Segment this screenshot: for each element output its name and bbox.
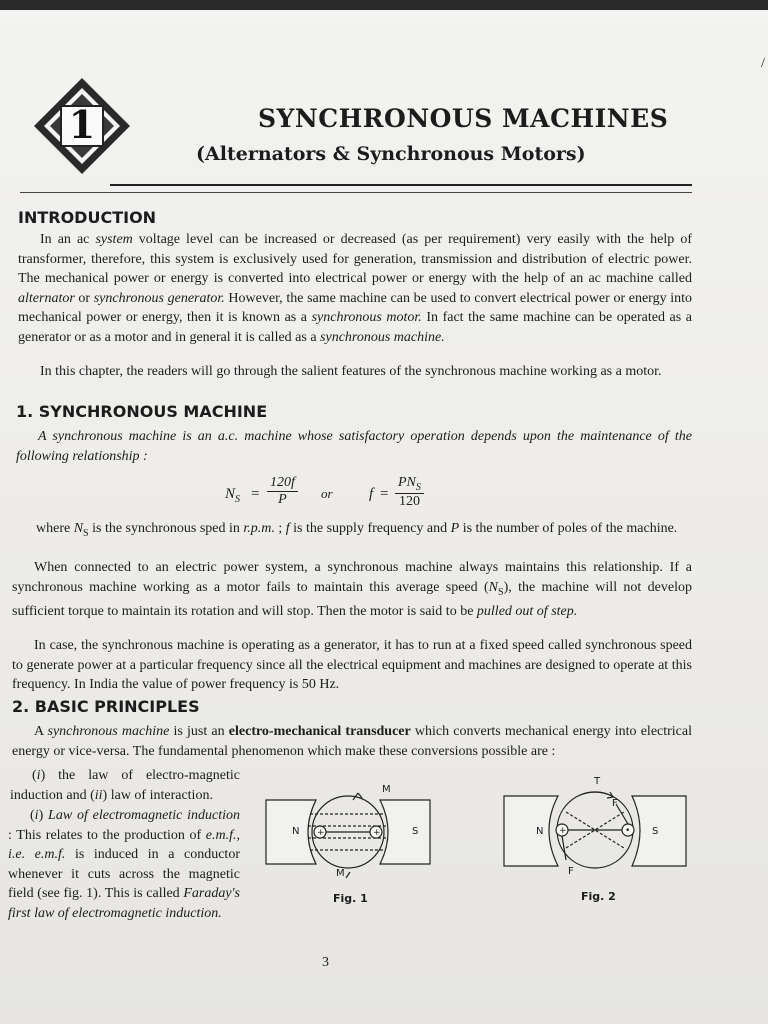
formula-fraction-2 <box>395 475 424 510</box>
text: or <box>74 290 94 306</box>
intro-paragraph-2: In this chapter, the readers will go through the salient features of the synchronous machine working as a motor. <box>40 364 662 379</box>
text: system <box>95 232 133 247</box>
north-pole-shape <box>504 796 558 866</box>
text: synchronous motor. <box>311 310 422 325</box>
figure-2-caption: Fig. 2 <box>581 890 616 903</box>
title-rule-thin <box>20 192 692 193</box>
text: S <box>235 494 241 505</box>
text: is the supply frequency and <box>289 521 451 536</box>
text: In an ac <box>40 232 96 247</box>
section-2-paragraph-2 <box>10 766 240 805</box>
fig2-label-f-bottom: F <box>568 866 574 877</box>
introduction-heading: INTRODUCTION <box>18 208 157 227</box>
text: electro-mechanical transducer <box>228 724 411 739</box>
plus-sign: + <box>559 826 567 836</box>
title-rule <box>110 184 692 186</box>
section-2-heading: 2. BASIC PRINCIPLES <box>12 697 200 716</box>
figure-1-diagram <box>258 782 438 892</box>
formula-where-paragraph <box>14 519 692 543</box>
south-pole-shape <box>380 800 430 864</box>
text: ; <box>274 521 286 536</box>
text: 120f <box>267 475 298 492</box>
chapter-title: SYNCHRONOUS MACHINES <box>258 104 669 133</box>
text: where <box>36 521 74 536</box>
text: pulled out of step. <box>476 603 578 619</box>
section-1-paragraph-3 <box>12 558 692 621</box>
text: N <box>488 579 498 595</box>
fig2-label-f-top: F <box>612 798 618 809</box>
text: S <box>83 527 89 539</box>
text: In fact the same machine can be operated as a generator or as a motor and in general it is called as a <box>18 310 692 345</box>
section-2-paragraph-3 <box>8 806 240 923</box>
text: ( <box>30 808 35 823</box>
section-1-definition: A synchronous machine is an a.c. machine whose satisfactory operation depends upon the maintenance of the following relationship : <box>16 429 692 464</box>
text <box>395 475 424 494</box>
text: ) law of interaction. <box>102 787 213 803</box>
text: S <box>415 481 421 493</box>
synchronous-speed-formula <box>225 475 465 515</box>
figure-2-diagram <box>500 782 690 892</box>
formula-equals-2: = <box>380 486 389 502</box>
text: is just an <box>169 724 229 739</box>
text: Faraday's first law of electromagnetic induction. <box>8 886 240 921</box>
chapter-number-badge <box>32 76 132 176</box>
fig1-label-s: S <box>412 826 419 837</box>
page-number: 3 <box>322 955 329 970</box>
text: 120 <box>398 493 420 509</box>
section-2-paragraph-1 <box>12 722 692 761</box>
text: PN <box>398 475 416 490</box>
text: N <box>225 486 236 502</box>
fig1-label-m-bottom: M <box>336 868 345 879</box>
fig2-label-t: T <box>594 776 601 787</box>
text: : This relates to the production of <box>8 827 206 843</box>
text: is the number of poles of the machine. <box>459 521 678 536</box>
text: synchronous machine. <box>320 329 445 345</box>
text: alternator <box>18 290 75 306</box>
text: When connected to an electric power system, a synchronous machine always maintains this relationship. If a synchronous machine working as a motor fails to maintain this average speed ( <box>12 560 692 595</box>
page-top-edge <box>0 0 768 10</box>
fig2-label-s: S <box>652 826 659 837</box>
fig1-label-m-top: M <box>382 784 391 795</box>
text: P <box>278 492 287 507</box>
text: ), the machine will not develop sufficient torque to maintain its rotation and will stop. Then the motor is said to be <box>12 579 692 619</box>
section-1-heading: 1. SYNCHRONOUS MACHINE <box>16 402 268 421</box>
text: is induced in a conductor whenever it cuts across the magnetic field (see fig. 1). This is called <box>8 847 240 901</box>
chapter-number: 1 <box>68 102 96 147</box>
text: However, the same machine can be used to convert electrical power or energy into mechanical power or energy, then it is known as a <box>18 290 692 325</box>
text: synchronous generator. <box>93 290 225 306</box>
text: P <box>450 521 460 536</box>
text: ( <box>32 768 37 783</box>
fig2-label-n: N <box>536 826 544 837</box>
plus-sign-right: + <box>373 828 381 838</box>
text: ) the law of electro-magnetic induction and ( <box>10 768 240 803</box>
formula-equals: = <box>251 486 260 502</box>
formula-lhs <box>225 486 240 505</box>
intro-paragraph <box>18 230 692 347</box>
formula-fraction-1 <box>267 475 298 508</box>
text: r.p.m. <box>243 521 275 536</box>
text: Law of electromagnetic induction <box>48 808 240 823</box>
text: i <box>36 768 41 783</box>
text: e.m.f., i.e. e.m.f. <box>8 827 240 862</box>
formula-f-lhs: f <box>369 486 374 502</box>
text: A <box>34 724 48 739</box>
fig1-label-n: N <box>292 826 300 837</box>
dot-sign: • <box>625 826 631 836</box>
text: f <box>285 521 290 536</box>
chapter-subtitle: (Alternators & Synchronous Motors) <box>196 143 586 165</box>
margin-mark: / <box>761 56 765 71</box>
text: ) <box>38 808 49 823</box>
text: S <box>498 586 504 598</box>
section-1-paragraph-4: In case, the synchronous machine is operating as a generator, it has to run at a fixed speed called synchronous speed to generate power at a particular frequency since all the electrical equipment and machines are designed to operate at this frequency. In India the value of power frequency is 50 Hz. <box>12 638 692 692</box>
figure-1-caption: Fig. 1 <box>333 892 368 905</box>
text: ii <box>94 787 103 803</box>
text: is the synchronous sped in <box>88 521 244 536</box>
formula-or: or <box>321 486 333 501</box>
text: which converts mechanical energy into electrical energy or vice-versa. The fundamental phenomenon which make these conversions possible are : <box>12 724 693 759</box>
text: N <box>73 521 84 536</box>
plus-sign-left: + <box>317 828 325 838</box>
text: voltage level can be increased or decreased (as per requirement) very easily with the help of transformer, therefore, this system is exclusively used for generation, transmission and distribution of electric power. The mechanical power or energy is converted into electrical power or energy with the help of an ac machine called <box>18 232 692 286</box>
text: i <box>34 808 39 823</box>
south-pole-shape <box>632 796 686 866</box>
north-pole-shape <box>266 800 316 864</box>
text: synchronous machine <box>47 724 170 739</box>
